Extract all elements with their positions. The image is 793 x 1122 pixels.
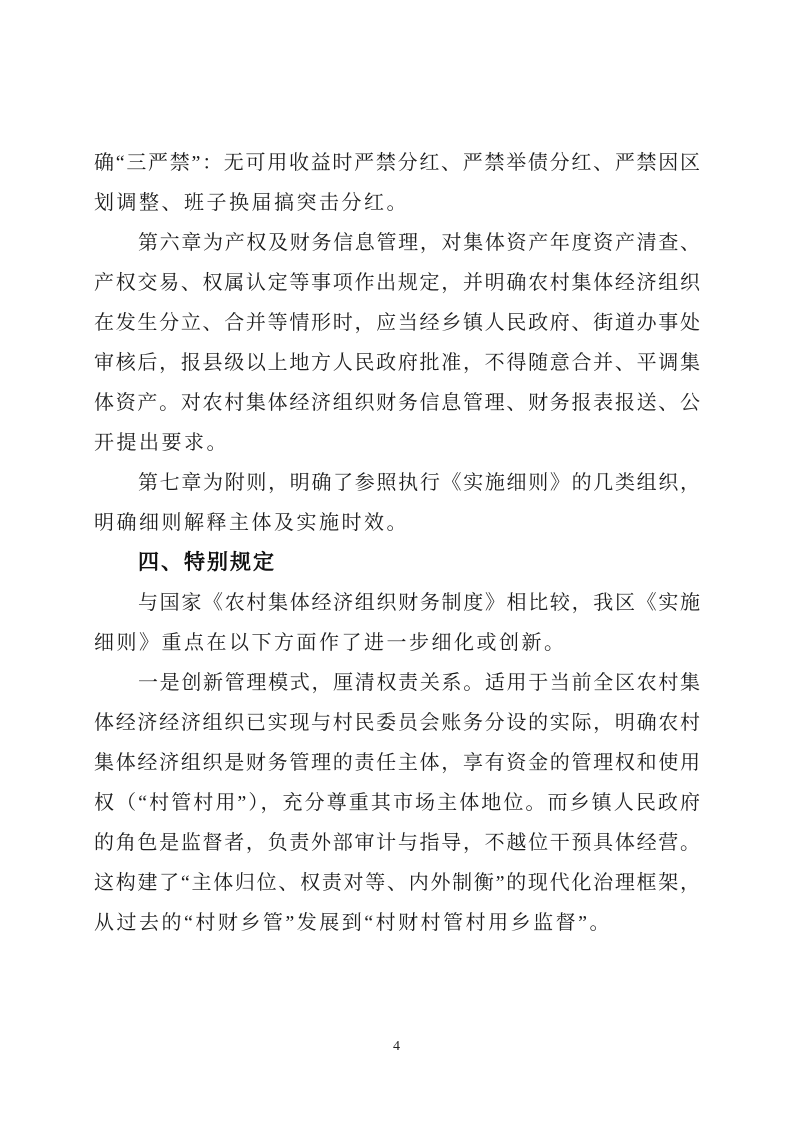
text-line: 开提出要求。 bbox=[94, 432, 229, 454]
text-line: 权（“村管村用”），充分尊重其市场主体地位。而乡镇人民政府 bbox=[94, 792, 700, 814]
text-line: 第七章为附则，明确了参照执行《实施细则》的几类组织， bbox=[138, 472, 700, 494]
section-heading-text: 四、特别规定 bbox=[138, 551, 276, 574]
text-line: 确“三严禁”：无可用收益时严禁分红、严禁举债分红、严禁因区 bbox=[94, 152, 700, 174]
text-line: 从过去的“村财乡管”发展到“村财村管村用乡监督”。 bbox=[94, 912, 613, 934]
text-line: 这构建了“主体归位、权责对等、内外制衡”的现代化治理框架， bbox=[94, 872, 700, 894]
text-line: 明确细则解释主体及实施时效。 bbox=[94, 512, 409, 534]
paragraph bbox=[94, 143, 700, 223]
page-number: 4 bbox=[393, 1039, 400, 1054]
text-line: 产权交易、权属认定等事项作出规定，并明确农村集体经济组织 bbox=[94, 272, 700, 294]
paragraph bbox=[94, 583, 700, 663]
text-line: 在发生分立、合并等情形时，应当经乡镇人民政府、街道办事处 bbox=[94, 312, 700, 334]
text-line: 体资产。对农村集体经济组织财务信息管理、财务报表报送、公 bbox=[94, 392, 700, 414]
paragraph bbox=[94, 663, 700, 943]
paragraph bbox=[94, 223, 700, 463]
text-block bbox=[94, 143, 700, 943]
text-line: 划调整、班子换届搞突击分红。 bbox=[94, 192, 409, 214]
paragraph bbox=[94, 463, 700, 543]
text-line: 审核后，报县级以上地方人民政府批准，不得随意合并、平调集 bbox=[94, 352, 700, 374]
text-line: 集体经济组织是财务管理的责任主体，享有资金的管理权和使用 bbox=[94, 752, 700, 774]
text-line: 的角色是监督者，负责外部审计与指导，不越位干预具体经营。 bbox=[94, 832, 700, 854]
section-heading bbox=[94, 543, 700, 583]
text-line: 体经济经济组织已实现与村民委员会账务分设的实际，明确农村 bbox=[94, 712, 700, 734]
text-line: 细则》重点在以下方面作了进一步细化或创新。 bbox=[94, 632, 567, 654]
text-line: 一是创新管理模式，厘清权责关系。适用于当前全区农村集 bbox=[138, 672, 700, 694]
text-line: 第六章为产权及财务信息管理，对集体资产年度资产清查、 bbox=[138, 232, 700, 254]
text-line: 与国家《农村集体经济组织财务制度》相比较，我区《实施 bbox=[138, 592, 700, 614]
